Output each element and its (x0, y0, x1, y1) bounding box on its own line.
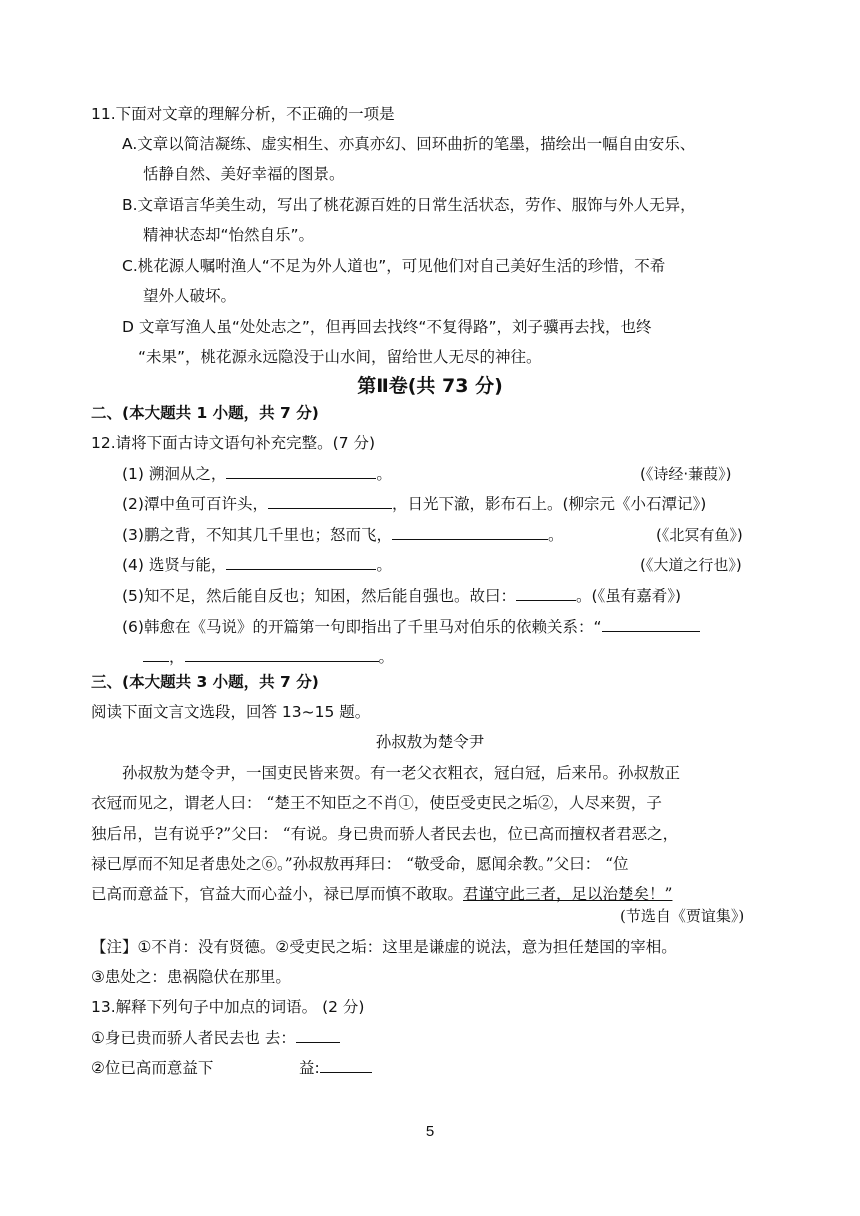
q13-item-2 (299, 1057, 372, 1079)
part2-title: 第Ⅱ卷(共 73 分) (357, 375, 503, 397)
q12-item-3-blank[interactable] (392, 524, 548, 540)
q12-item-6-blank-a-cont[interactable] (143, 646, 169, 662)
q12-item-3-end: 。 (547, 526, 564, 544)
q12-item-1-source: (《诗经·蒹葭》) (640, 465, 732, 483)
q12-item-6-line1 (122, 616, 700, 638)
q12-item-6-line2 (143, 646, 394, 668)
q12-item-5 (122, 585, 681, 607)
passage-title: 孙叔敖为楚令尹 (375, 733, 485, 751)
q11-stem: 11.下面对文章的理解分析，不正确的一项是 (91, 105, 395, 123)
q13-stem: 13.解释下列句子中加点的词语。 (2 分) (91, 998, 365, 1016)
q11-option-a-line2: 恬静自然、美好幸福的图景。 (143, 165, 345, 183)
q11-option-b-line1: B.文章语言华美生动，写出了桃花源百姓的日常生活状态，劳作、服饰与外人无异， (122, 196, 696, 214)
q12-item-2-blank[interactable] (268, 493, 392, 509)
q12-item-4-blank[interactable] (226, 554, 376, 570)
passage-line-4: 禄已厚而不知足者患处之⑥。”孙叔敖再拜曰： “敬受命，愿闻余教。”父曰： “位 (91, 855, 629, 873)
q13-item-1-blank[interactable] (296, 1027, 340, 1043)
q12-item-3-text: (3)鹏之背，不知其几千里也；怒而飞， (122, 526, 392, 544)
passage-line-5-text: 已高而意益下，官益大而心益小，禄已厚而慎不敢取。 (91, 885, 464, 903)
passage-underlined-sentence: 君谨守此三者，足以治楚矣！” (463, 885, 673, 903)
q13-item-2-word: 益: (299, 1059, 320, 1077)
q12-item-6-text: (6)韩愈在《马说》的开篇第一句即指出了千里马对伯乐的依赖关系：“ (122, 618, 602, 636)
q11-option-d-line1: D 文章写渔人虽“处处志之”，但再回去找终“不复得路”，刘子骥再去找，也终 (122, 318, 652, 336)
notes-line-2: ③患处之：患祸隐伏在那里。 (91, 968, 291, 986)
q12-item-1-blank[interactable] (226, 463, 376, 479)
q12-item-6-end: 。 (378, 648, 395, 666)
q12-item-1-text: (1) 溯洄从之， (122, 465, 227, 483)
reading-instruction: 阅读下面文言文选段，回答 13~15 题。 (91, 703, 371, 721)
q12-item-4 (122, 554, 392, 576)
passage-line-3: 独后吊，岂有说乎?”父曰： “有说。身已贵而骄人者民去也，位已高而擅权者君恶之， (91, 825, 679, 843)
q12-item-4-text: (4) 选贤与能， (122, 556, 227, 574)
q12-item-3 (122, 524, 563, 546)
q12-item-4-source: (《大道之行也》) (640, 556, 742, 574)
q12-item-6-blank-a[interactable] (602, 616, 700, 632)
q11-option-c-line2: 望外人破坏。 (143, 287, 237, 305)
q13-item-1 (91, 1027, 340, 1049)
passage-line-1: 孙叔敖为楚令尹，一国吏民皆来贺。有一老父衣粗衣，冠白冠，后来吊。孙叔敖正 (122, 764, 681, 782)
q12-item-2 (122, 493, 706, 515)
q11-option-c-line1: C.桃花源人嘱咐渔人“不足为外人道也”，可见他们对自己美好生活的珍惜，不希 (122, 257, 666, 275)
q11-option-b-line2: 精神状态却“怡然自乐”。 (143, 226, 315, 244)
passage-line-5 (91, 883, 672, 905)
page-number: 5 (425, 1123, 435, 1140)
q12-item-5-text: (5)知不足，然后能自反也；知困，然后能自强也。故曰： (122, 587, 516, 605)
q12-item-5-end: 。(《虽有嘉肴》) (575, 587, 682, 605)
q12-item-1-end: 。 (376, 465, 392, 483)
q13-item-2-blank[interactable] (320, 1057, 372, 1073)
section-3-heading: 三、(本大题共 3 小题，共 7 分) (91, 673, 319, 691)
q12-item-6-blank-b[interactable] (185, 646, 379, 662)
q12-item-3-source: (《北冥有鱼》) (656, 526, 743, 544)
q12-item-2-end: ，日光下澈，影布石上。(柳宗元《小石潭记》) (391, 495, 707, 513)
notes-line-1: 【注】①不肖：没有贤德。②受吏民之垢：这里是谦虚的说法，意为担任楚国的宰相。 (91, 938, 677, 956)
passage-source: (节选自《贾谊集》) (620, 907, 745, 925)
q13-item-1-text: ①身已贵而骄人者民去也 去： (91, 1029, 296, 1047)
passage-line-2: 衣冠而见之，谓老人曰： “楚王不知臣之不肖①，使臣受吏民之垢②，人尽来贺，子 (91, 794, 662, 812)
q12-item-4-end: 。 (376, 556, 392, 574)
q11-option-d-line2: “未果”，桃花源永远隐没于山水间，留给世人无尽的神往。 (138, 348, 542, 366)
q11-option-a-line1: A.文章以简洁凝练、虚实相生、亦真亦幻、回环曲折的笔墨，描绘出一幅自由安乐、 (122, 135, 696, 153)
q13-item-2-text: ②位已高而意益下 (91, 1059, 214, 1077)
q12-item-2-text: (2)潭中鱼可百许头， (122, 495, 268, 513)
q12-item-6-comma: ， (169, 648, 185, 666)
q12-stem: 12.请将下面古诗文语句补充完整。(7 分) (91, 434, 376, 452)
q12-item-1 (122, 463, 392, 485)
q12-item-5-blank[interactable] (516, 585, 576, 601)
section-2-heading: 二、(本大题共 1 小题，共 7 分) (91, 404, 319, 422)
